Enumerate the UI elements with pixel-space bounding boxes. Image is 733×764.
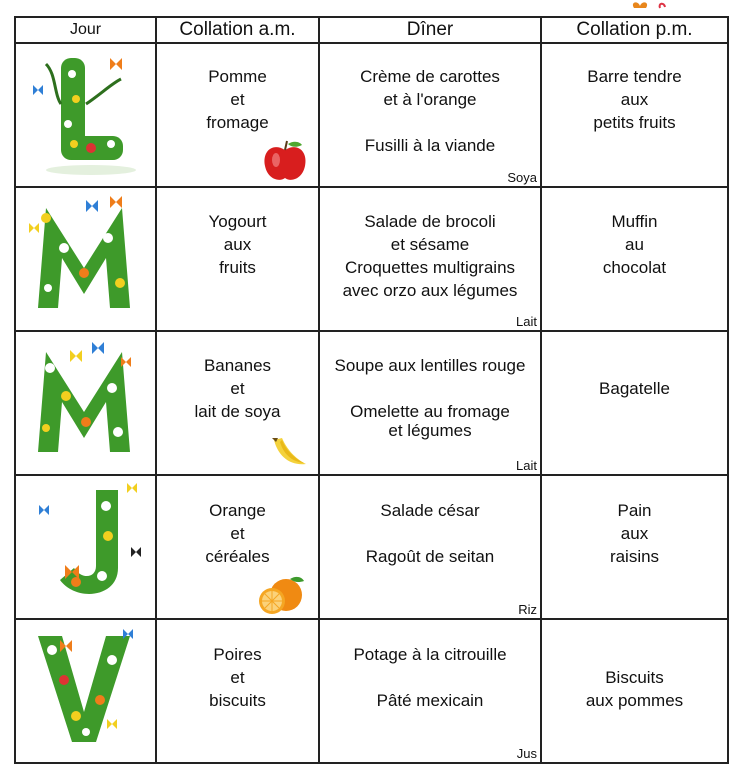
spacer (320, 111, 540, 134)
day-letter-image (15, 475, 156, 619)
header-am-snack: Collation a.m. (156, 17, 319, 43)
menu-item: aux pommes (585, 691, 684, 710)
menu-item: aux (620, 90, 649, 109)
orange-icon (256, 575, 308, 615)
day-letter-image (15, 187, 156, 331)
allergen-note: Soya (507, 170, 537, 185)
letter-m-icon (16, 332, 153, 469)
menu-item: petits fruits (593, 113, 676, 132)
menu-item: et (230, 90, 245, 109)
menu-item: au (625, 235, 644, 254)
spacer (320, 377, 540, 400)
menu-item: Bananes (203, 356, 272, 375)
menu-item: Biscuits (605, 668, 664, 687)
am-snack-cell (156, 187, 319, 331)
table-row (15, 331, 728, 475)
pm-snack-cell (541, 43, 728, 187)
lunch-cell (319, 187, 541, 331)
lunch-cell (319, 331, 541, 475)
menu-item: Salade de brocoli (364, 212, 496, 231)
menu-item: fruits (219, 258, 256, 277)
menu-item: aux (223, 235, 252, 254)
menu-item: avec orzo aux légumes (342, 281, 518, 300)
menu-item: et légumes (388, 421, 472, 440)
menu-item: lait de soya (194, 402, 281, 421)
menu-item: et sésame (390, 235, 470, 254)
am-snack-cell (156, 43, 319, 187)
menu-item: fromage (206, 113, 269, 132)
allergen-note: Riz (518, 602, 537, 617)
pm-snack-cell (541, 331, 728, 475)
table-row (15, 43, 728, 187)
table-row (15, 187, 728, 331)
menu-item: raisins (609, 547, 660, 566)
pm-snack-cell (541, 619, 728, 763)
day-letter-image (15, 43, 156, 187)
am-snack-cell (156, 619, 319, 763)
menu-item: Pomme (208, 67, 267, 86)
menu-item: Soupe aux lentilles rouge (334, 356, 526, 375)
menu-item: et (230, 524, 245, 543)
menu-item: Pâté mexicain (376, 691, 484, 710)
menu-item: et à l'orange (383, 90, 477, 109)
menu-item: Muffin (611, 212, 658, 231)
menu-item: Potage à la citrouille (353, 645, 507, 664)
table-row (15, 475, 728, 619)
table-row (15, 619, 728, 763)
lunch-cell (319, 43, 541, 187)
menu-item: Crème de carottes (360, 67, 500, 86)
menu-item: Pain (617, 501, 652, 520)
day-letter-image (15, 331, 156, 475)
menu-item: et (230, 668, 245, 687)
am-snack-cell (156, 475, 319, 619)
letter-j-icon (16, 476, 153, 613)
menu-item: céréales (205, 547, 270, 566)
header-pm-snack: Collation p.m. (541, 17, 728, 43)
header-day: Jour (15, 17, 156, 43)
menu-item: Croquettes multigrains (344, 258, 516, 277)
letter-l-icon (16, 44, 153, 181)
menu-item: Fusilli à la viande (364, 136, 496, 155)
butterfly-decoration (630, 0, 690, 10)
allergen-note: Lait (516, 458, 537, 473)
menu-item: Orange (209, 501, 266, 520)
lunch-cell (319, 619, 541, 763)
menu-item: biscuits (209, 691, 266, 710)
spacer (320, 522, 540, 545)
menu-item: aux (620, 524, 649, 543)
menu-item: Omelette au fromage (350, 402, 510, 421)
header-row (15, 17, 728, 43)
letter-m-icon (16, 188, 153, 325)
menu-item: Poires (213, 645, 262, 664)
menu-item: Salade césar (380, 501, 480, 520)
menu-item: Barre tendre (587, 67, 682, 86)
banana-icon (270, 434, 310, 470)
menu-item: chocolat (602, 258, 667, 277)
day-letter-image (15, 619, 156, 763)
menu-item: Yogourt (208, 212, 267, 231)
letter-v-icon (16, 620, 153, 757)
header-lunch: Dîner (319, 17, 541, 43)
apple-icon (262, 140, 308, 182)
weekly-menu-table (14, 16, 729, 764)
menu-item: et (230, 379, 245, 398)
menu-item: Ragoût de seitan (365, 547, 495, 566)
lunch-cell (319, 475, 541, 619)
pm-snack-cell (541, 187, 728, 331)
menu-item: Bagatelle (599, 379, 670, 398)
spacer (320, 666, 540, 689)
allergen-note: Jus (516, 746, 537, 761)
allergen-note: Lait (516, 314, 537, 329)
am-snack-cell (156, 331, 319, 475)
pm-snack-cell (541, 475, 728, 619)
